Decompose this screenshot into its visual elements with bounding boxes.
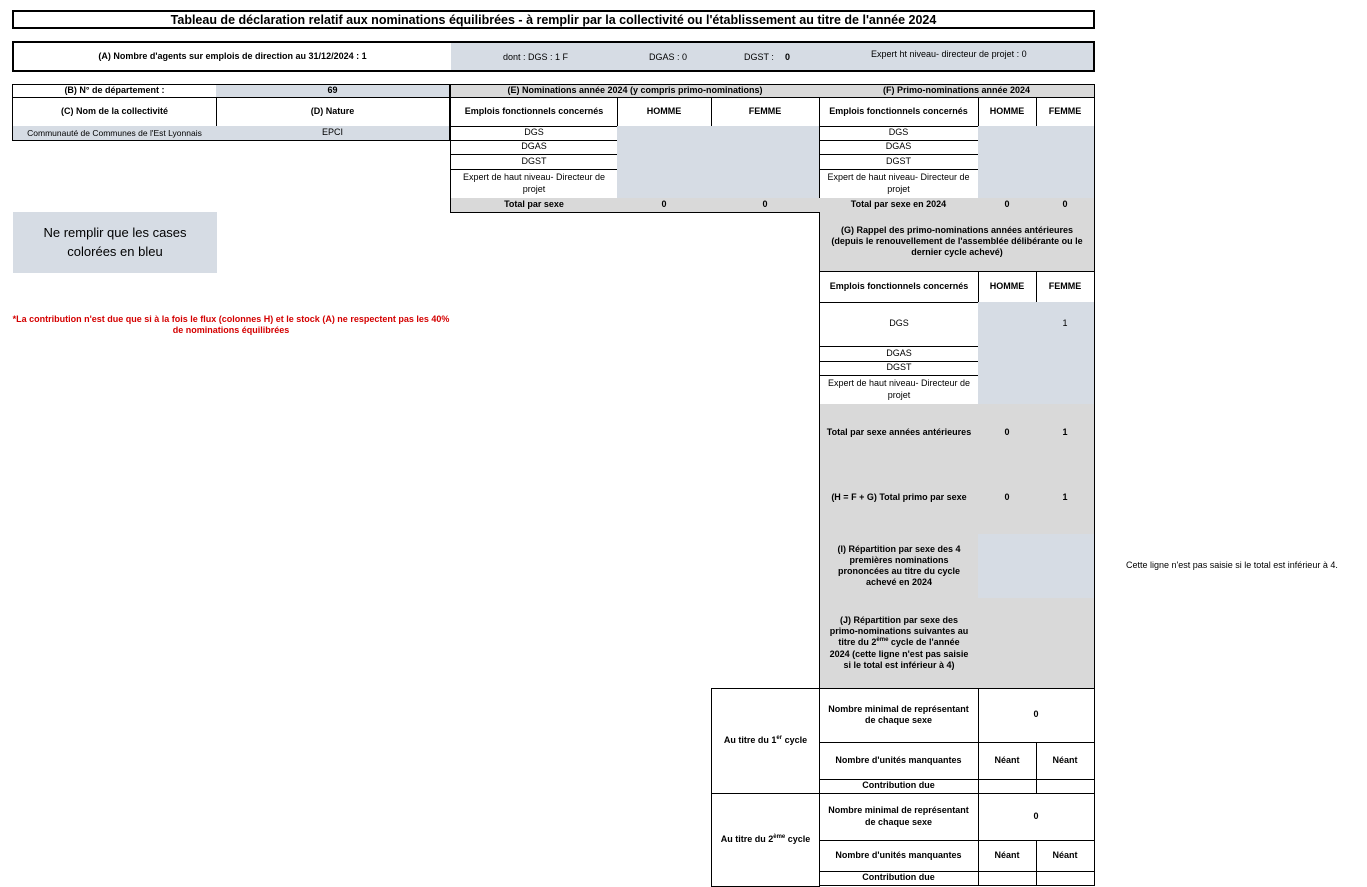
- side-note: Cette ligne n'est pas saisie si le total est inférieur à 4.: [1126, 560, 1338, 570]
- row-a: [12, 41, 1095, 72]
- g-row-dgas: DGAS: [819, 346, 979, 362]
- f-row-dgas: DGAS: [819, 140, 979, 155]
- cycle1-label-a: Au titre du 1: [723, 735, 777, 746]
- g-row-dgs: DGS: [819, 302, 979, 347]
- agents-breakdown[interactable]: [451, 43, 1093, 70]
- f-dgas-homme[interactable]: [978, 140, 1037, 155]
- f-col-homme: HOMME: [978, 97, 1037, 127]
- cycle2-label: [711, 793, 820, 887]
- g-dgs-homme[interactable]: [978, 302, 1037, 347]
- cycle1-contribution-label: Contribution due: [819, 779, 979, 794]
- f-dgst-femme[interactable]: [1036, 154, 1095, 170]
- dgst-count-value: 0: [785, 52, 791, 62]
- e-total-label: Total par sexe: [450, 198, 618, 213]
- dept-label: (B) N° de département :: [12, 84, 217, 98]
- f-dgst-homme[interactable]: [978, 154, 1037, 170]
- dept-value[interactable]: 69: [216, 84, 450, 98]
- f-total-femme: 0: [1036, 198, 1095, 213]
- j-homme: [978, 598, 1037, 689]
- expert-count: Expert ht niveau- directeur de projet : 0: [871, 49, 1027, 59]
- section-e-title: (E) Nominations année 2024 (y compris primo-nominations): [450, 84, 820, 98]
- g-dgas-homme[interactable]: [978, 346, 1037, 362]
- e-expert-femme[interactable]: [711, 169, 820, 199]
- f-expert-femme[interactable]: [1036, 169, 1095, 199]
- e-total-femme: 0: [711, 198, 820, 213]
- e-dgas-femme[interactable]: [711, 140, 820, 155]
- e-expert-homme[interactable]: [617, 169, 712, 199]
- i-femme[interactable]: [1036, 534, 1095, 599]
- f-col-emplois: Emplois fonctionnels concernés: [819, 97, 979, 127]
- cycle1-min-label: Nombre minimal de représentant de chaque sexe: [819, 688, 979, 743]
- cycle2-min-label: Nombre minimal de représentant de chaque sexe: [819, 793, 979, 841]
- e-row-expert: Expert de haut niveau- Directeur de projet: [450, 169, 618, 199]
- dgas-count: DGAS : 0: [649, 52, 688, 62]
- nature-label: (D) Nature: [216, 97, 450, 127]
- e-col-emplois: Emplois fonctionnels concernés: [450, 97, 618, 127]
- cycle2-label-sup: ème: [773, 833, 786, 840]
- g-dgas-femme[interactable]: [1036, 346, 1095, 362]
- cycle1-min-value: 0: [978, 688, 1095, 743]
- cycle1-missing-homme: Néant: [978, 742, 1037, 780]
- f-row-expert: Expert de haut niveau- Directeur de projet: [819, 169, 979, 199]
- f-expert-homme[interactable]: [978, 169, 1037, 199]
- contribution-note: *La contribution n'est due que si à la fois le flux (colonnes H) et le stock (A) ne respectent pas les 40% de nominations équilibrées: [12, 313, 450, 335]
- cycle2-label-a: Au titre du 2: [720, 833, 774, 844]
- f-dgs-homme[interactable]: [978, 126, 1037, 141]
- cycle2-missing-homme: Néant: [978, 840, 1037, 872]
- j-label: [819, 598, 979, 689]
- cycle1-label: [711, 688, 820, 794]
- collectivite-label: (C) Nom de la collectivité: [12, 97, 217, 127]
- g-dgs-femme[interactable]: 1: [1036, 302, 1095, 347]
- f-dgas-femme[interactable]: [1036, 140, 1095, 155]
- e-dgst-homme[interactable]: [617, 154, 712, 170]
- e-total-homme: 0: [617, 198, 712, 213]
- cycle1-missing-femme: Néant: [1036, 742, 1095, 780]
- f-col-femme: FEMME: [1036, 97, 1095, 127]
- e-col-homme: HOMME: [617, 97, 712, 127]
- g-col-homme: HOMME: [978, 271, 1037, 303]
- h-total-label: (H = F + G) Total primo par sexe: [819, 462, 979, 535]
- cycle2-min-value: 0: [978, 793, 1095, 841]
- j-label-sup: ème: [876, 637, 889, 644]
- e-col-femme: FEMME: [711, 97, 820, 127]
- fill-blue-note: Ne remplir que les cases colorées en bleu: [13, 212, 217, 273]
- f-dgs-femme[interactable]: [1036, 126, 1095, 141]
- g-expert-femme[interactable]: [1036, 375, 1095, 405]
- f-row-dgst: DGST: [819, 154, 979, 170]
- dgs-count: dont : DGS : 1 F: [503, 52, 569, 62]
- h-total-femme: 1: [1036, 462, 1095, 535]
- page-title: Tableau de déclaration relatif aux nominations équilibrées - à remplir par la collectivité ou l'établissement au titre de l'année 2024: [12, 10, 1095, 29]
- cycle1-missing-label: Nombre d'unités manquantes: [819, 742, 979, 780]
- g-total-label: Total par sexe années antérieures: [819, 404, 979, 463]
- e-row-dgs: DGS: [450, 126, 618, 141]
- cycle2-missing-femme: Néant: [1036, 840, 1095, 872]
- cycle2-label-b: cycle: [785, 833, 811, 844]
- h-total-homme: 0: [978, 462, 1037, 535]
- i-label: (I) Répartition par sexe des 4 premières nominations prononcées au titre du cycle achevé en 2024: [819, 534, 979, 599]
- i-homme[interactable]: [978, 534, 1037, 599]
- g-total-femme: 1: [1036, 404, 1095, 463]
- section-f-title: (F) Primo-nominations année 2024: [819, 84, 1095, 98]
- cycle1-label-b: cycle: [782, 735, 808, 746]
- agents-count-label: (A) Nombre d'agents sur emplois de direction au 31/12/2024 : 1: [98, 50, 367, 61]
- g-dgst-femme[interactable]: [1036, 361, 1095, 376]
- g-col-femme: FEMME: [1036, 271, 1095, 303]
- g-expert-homme[interactable]: [978, 375, 1037, 405]
- cycle1-label-sup: er: [776, 735, 783, 742]
- g-row-expert: Expert de haut niveau- Directeur de projet: [819, 375, 979, 405]
- j-label-b: cycle de l'année 2024 (cette ligne n'est pas saisie si le total est inférieur à 4): [829, 637, 969, 670]
- cycle2-missing-label: Nombre d'unités manquantes: [819, 840, 979, 872]
- g-dgst-homme[interactable]: [978, 361, 1037, 376]
- cycle2-contribution-femme: [1036, 871, 1095, 886]
- e-dgs-homme[interactable]: [617, 126, 712, 141]
- e-dgst-femme[interactable]: [711, 154, 820, 170]
- f-row-dgs: DGS: [819, 126, 979, 141]
- e-dgas-homme[interactable]: [617, 140, 712, 155]
- nature-value[interactable]: EPCI: [216, 126, 450, 141]
- section-g-title: (G) Rappel des primo-nominations années antérieures (depuis le renouvellement de l'assemblée délibérante ou le dernier cycle achevé): [819, 212, 1095, 272]
- cycle2-contribution-homme: [978, 871, 1037, 886]
- cycle1-contribution-femme: [1036, 779, 1095, 794]
- e-row-dgas: DGAS: [450, 140, 618, 155]
- f-total-label: Total par sexe en 2024: [819, 198, 979, 213]
- g-col-emplois: Emplois fonctionnels concernés: [819, 271, 979, 303]
- j-femme: [1036, 598, 1095, 689]
- g-row-dgst: DGST: [819, 361, 979, 376]
- collectivite-value[interactable]: Communauté de Communes de l'Est Lyonnais: [12, 126, 217, 141]
- dgst-count-label: DGST :: [744, 52, 774, 62]
- cycle1-contribution-homme: [978, 779, 1037, 794]
- g-total-homme: 0: [978, 404, 1037, 463]
- e-row-dgst: DGST: [450, 154, 618, 170]
- cycle2-contribution-label: Contribution due: [819, 871, 979, 886]
- e-dgs-femme[interactable]: [711, 126, 820, 141]
- j-label-a: (J) Répartition par sexe des primo-nominations suivantes au titre du 2: [829, 614, 969, 648]
- f-total-homme: 0: [978, 198, 1037, 213]
